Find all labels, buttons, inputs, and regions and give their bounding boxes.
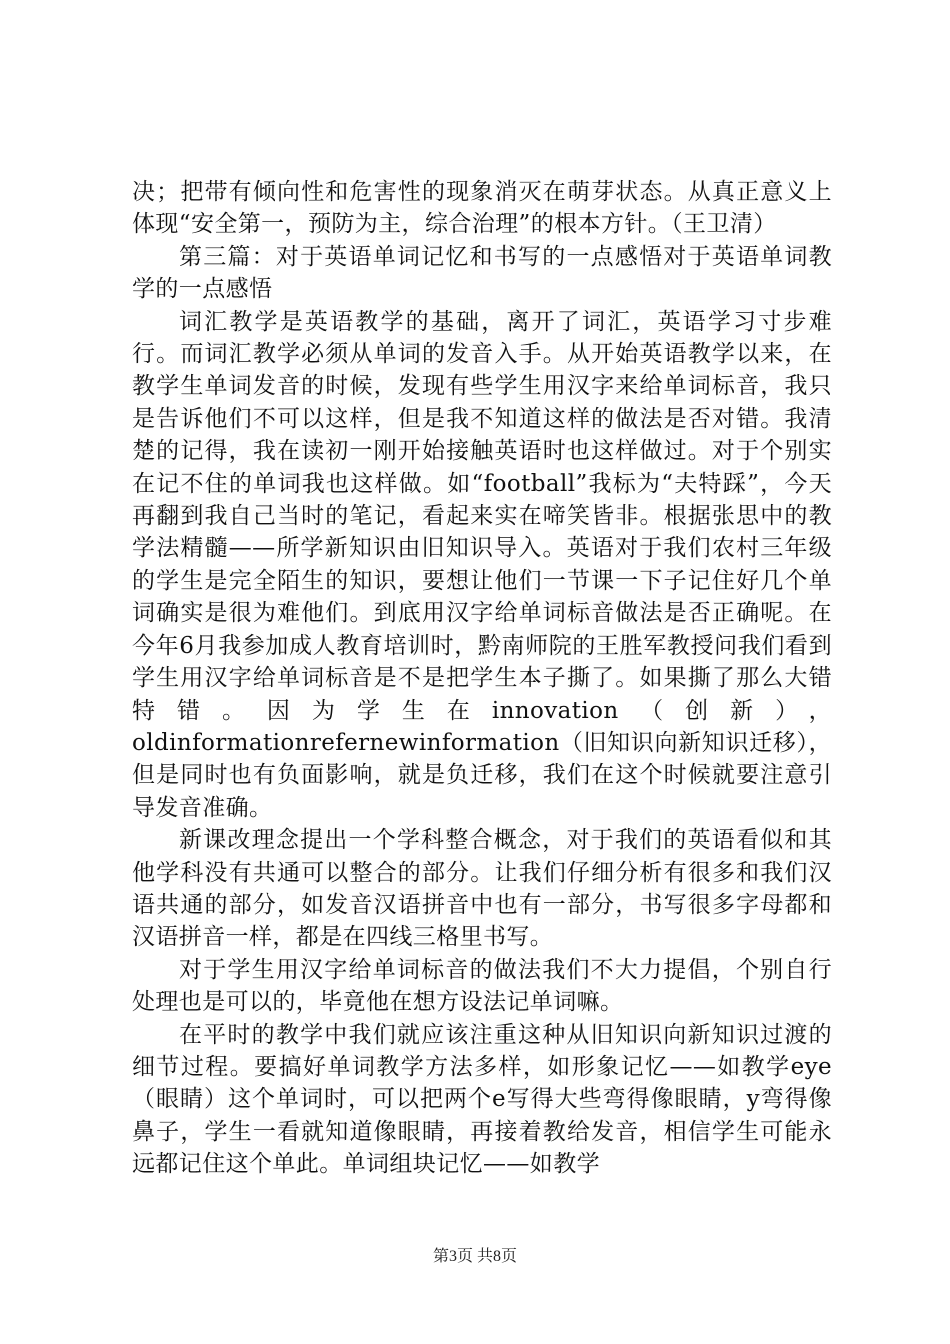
page-footer [0,1243,950,1266]
paragraph-2-heading: 第三篇：对于英语单词记忆和书写的一点感悟对于英语单词教学的一点感悟 [132,243,832,303]
paragraph-3: 词汇教学是英语教学的基础，离开了词汇，英语学习寸步难行。而词汇教学必须从单词的发音入手。从开始英语教学以来，在教学生单词发音的时候，发现有些学生用汉字来给单词标音，我只是告诉他们不可以这样，但是我不知道这样的做法是否对错。我清楚的记得，我在读初一刚开始接触英语时也这样做过。对于个别实在记不住的单词我也这样做。如“football”我标为“夫特踩”，今天再翻到我自己当时的笔记，看起来实在啼笑皆非。根据张思中的教学法精髓——所学新知识由旧知识导入。英语对于我们农村三年级的学生是完全陌生的知识，要想让他们一节课一下子记住好几个单词确实是很为难他们。到底用汉字给单词标音做法是否正确呢。在今年6月我参加成人教育培训时，黔南师院的王胜军教授问我们看到学生用汉字给单词标音是不是把学生本子撕了。如果撕了那么大错特错。因为学生在innovation（创新），oldinformationrefernewinformation（旧知识向新知识迁移），但是同时也有负面影响，就是负迁移，我们在这个时候就要注意引导发音准确。 [132,308,832,821]
paragraph-5: 对于学生用汉字给单词标音的做法我们不大力提倡，个别自行处理也是可以的，毕竟他在想方设法记单词嘛。 [132,956,832,1016]
paragraph-1: 决；把带有倾向性和危害性的现象消灭在萌芽状态。从真正意义上体现“安全第一，预防为主，综合治理”的根本方针。（王卫清） [132,179,832,238]
paragraph-6: 在平时的教学中我们就应该注重这种从旧知识向新知识过渡的细节过程。要搞好单词教学方法多样，如形象记忆——如教学eye（眼睛）这个单词时，可以把两个e写得大些弯得像眼睛，y弯得像鼻子，学生一看就知道像眼睛，再接着教给发音，相信学生可能永远都记住这个单此。单词组块记忆——如教学 [132,1021,832,1178]
page-number-label: 第3页 共8页 [432,1248,517,1265]
document-body [132,176,832,1181]
paragraph-4: 新课改理念提出一个学科整合概念，对于我们的英语看似和其他学科没有共通可以整合的部分。让我们仔细分析有很多和我们汉语共通的部分，如发音汉语拼音中也有一部分，书写很多字母都和汉语拼音一样，都是在四线三格里书写。 [132,827,832,951]
